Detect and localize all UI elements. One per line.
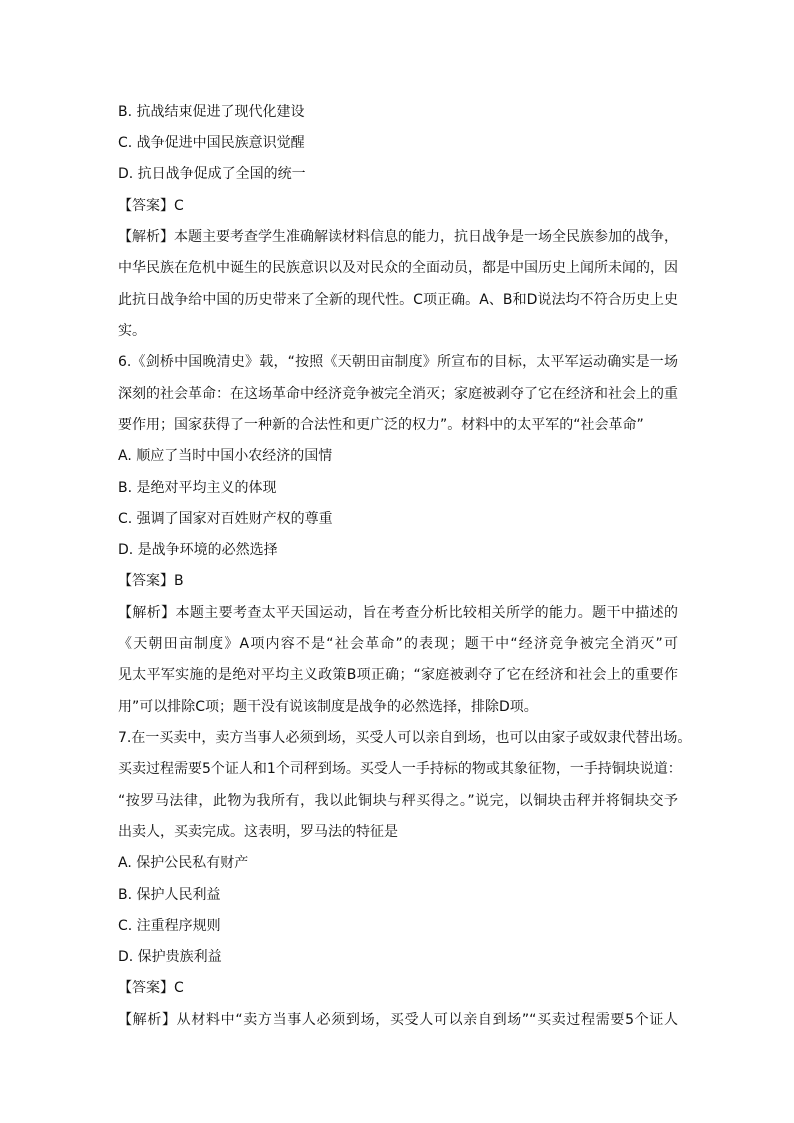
option-d: D. 是战争环境的必然选择	[118, 542, 278, 558]
option-c: C. 强调了国家对百姓财产权的尊重	[118, 511, 333, 527]
analysis-line: 【解析】从材料中“卖方当事人必须到场，买受人可以亲自到场”“买卖过程需要5个证人	[118, 1012, 678, 1028]
question-stem-line: 7.在一买卖中，卖方当事人必须到场，买受人可以亲自到场，也可以由家子或奴隶代替出场。	[118, 730, 692, 746]
question-stem-line: 深刻的社会革命：在这场革命中经济竞争被完全消灭；家庭被剥夺了它在经济和社会上的重	[118, 386, 678, 402]
analysis-line: 《天朝田亩制度》A项内容不是“社会革命”的表现；题干中“经济竞争被完全消灭”可	[118, 636, 678, 652]
analysis-line: 中华民族在危机中诞生的民族意识以及对民众的全面动员，都是中国历史上闻所未闻的，因	[118, 260, 678, 276]
option-b: B. 是绝对平均主义的体现	[118, 480, 277, 496]
analysis-line: 【解析】本题主要考查太平天国运动，旨在考查分析比较相关所学的能力。题干中描述的	[118, 605, 678, 621]
analysis-line: 见太平军实施的是绝对平均主义政策B项正确；“家庭被剥夺了它在经济和社会上的重要作	[118, 667, 678, 683]
option-c: C. 注重程序规则	[118, 918, 221, 934]
answer-line: 【答案】B	[118, 573, 184, 589]
analysis-line: 实。	[118, 323, 146, 339]
analysis-line: 此抗日战争给中国的历史带来了全新的现代性。C项正确。A、B和D说法均不符合历史上史	[118, 292, 678, 308]
answer-line: 【答案】C	[118, 980, 184, 996]
option-a: A. 保护公民私有财产	[118, 855, 249, 871]
option-b: B. 抗战结束促进了现代化建设	[118, 104, 305, 120]
analysis-line: 【解析】本题主要考查学生准确解读材料信息的能力，抗日战争是一场全民族参加的战争，	[118, 229, 678, 245]
answer-line: 【答案】C	[118, 198, 184, 214]
option-d: D. 抗日战争促成了全国的统一	[118, 166, 306, 182]
option-c: C. 战争促进中国民族意识觉醒	[118, 135, 305, 151]
option-d: D. 保护贵族利益	[118, 949, 222, 965]
analysis-line: 用”可以排除C项；题干没有说该制度是战争的必然选择，排除D项。	[118, 699, 538, 715]
question-stem-line: 6.《剑桥中国晚清史》载，“按照《天朝田亩制度》所宣布的目标，太平军运动确实是一场	[118, 354, 678, 370]
option-b: B. 保护人民利益	[118, 887, 221, 903]
question-stem-line: “按罗马法律，此物为我所有，我以此铜块与秤买得之。”说完，以铜块击秤并将铜块交予	[118, 793, 678, 809]
option-a: A. 顺应了当时中国小农经济的国情	[118, 448, 333, 464]
question-stem-line: 买卖过程需要5个证人和1个司秤到场。买受人一手持标的物或其象征物，一手持铜块说道：	[118, 761, 682, 777]
question-stem-line: 要作用；国家获得了一种新的合法性和更广泛的权力”。材料中的太平军的“社会革命”	[118, 417, 644, 433]
question-stem-line: 出卖人，买卖完成。这表明，罗马法的特征是	[118, 824, 398, 840]
